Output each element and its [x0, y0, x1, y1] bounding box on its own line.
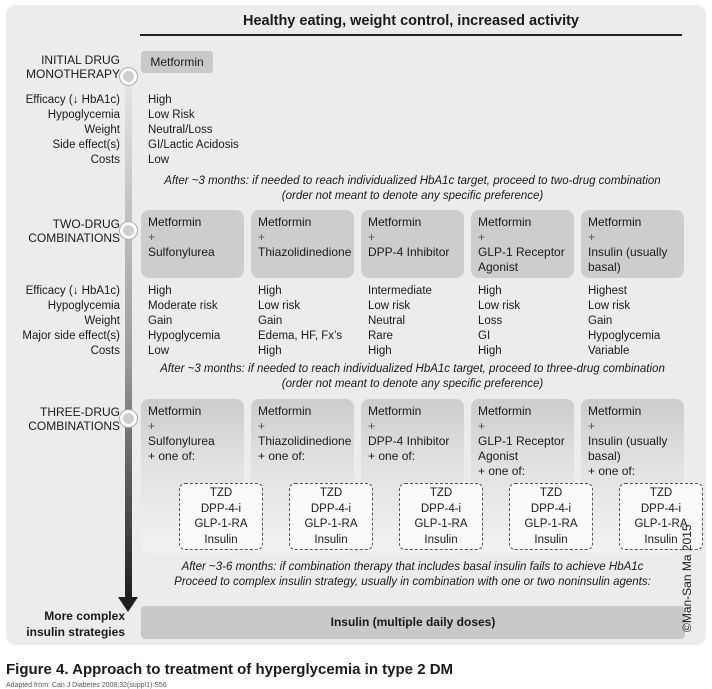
combo-base: Metformin	[148, 215, 202, 229]
option-item: Insulin	[204, 533, 238, 546]
combo-second: Agonist	[478, 260, 519, 274]
row-label: Weight	[84, 124, 120, 136]
two-drug-box-3	[361, 210, 464, 278]
option-item: TZD	[429, 487, 453, 499]
value-cell: Low risk	[588, 300, 631, 312]
combo-second: DPP-4 Inhibitor	[368, 245, 450, 259]
mono-values	[148, 93, 239, 168]
combo-second: GLP-1 Receptor	[478, 245, 565, 259]
row-label: Major side effect(s)	[22, 330, 120, 342]
note-after-three	[140, 560, 685, 590]
combo-base: Metformin	[148, 404, 202, 418]
option-item: Insulin	[534, 533, 568, 546]
combo-second: basal)	[588, 449, 621, 463]
one-of-label: + one of:	[258, 449, 306, 463]
row-label: Hypoglycemia	[47, 109, 120, 121]
one-of-label: + one of:	[478, 464, 526, 478]
combo-plus: +	[148, 230, 156, 244]
mono-drug-box: Metformin	[141, 51, 213, 73]
combo-base: Metformin	[258, 215, 312, 229]
value-cell: Low risk	[258, 300, 301, 312]
header-rule	[140, 34, 682, 36]
value-cell: High	[478, 345, 502, 357]
combo-second: Agonist	[478, 449, 519, 463]
row-label: Weight	[84, 315, 120, 327]
combo-base: Metformin	[478, 215, 532, 229]
stage-label-two: TWO-DRUG COMBINATIONS	[28, 217, 120, 245]
combo-plus: +	[368, 419, 376, 433]
note-line: After ~3 months: if needed to reach individualized HbA1c target, proceed to three-drug combination	[160, 363, 665, 375]
option-item: Insulin	[644, 533, 678, 546]
two-drug-box-4	[471, 210, 574, 278]
option-box-1	[179, 483, 263, 550]
option-item: DPP-4-i	[200, 502, 242, 515]
value-cell: Hypoglycemia	[148, 330, 221, 342]
value-cell: Low	[148, 154, 170, 166]
value-cell: High	[148, 94, 172, 106]
combo-second: basal)	[588, 260, 621, 274]
mono-row-labels	[26, 93, 120, 168]
two-drug-values-3	[368, 284, 432, 359]
combo-plus: +	[478, 419, 486, 433]
row-label: Costs	[90, 154, 120, 166]
timeline-node-mono	[120, 68, 137, 85]
value-cell: Neutral/Loss	[148, 124, 213, 136]
value-cell: High	[368, 345, 392, 357]
two-drug-values-4	[478, 284, 520, 359]
option-item: TZD	[319, 487, 343, 499]
value-cell: Highest	[588, 285, 627, 297]
value-cell: High	[258, 285, 282, 297]
two-drug-values-2	[258, 284, 342, 359]
combo-base: Metformin	[478, 404, 532, 418]
combo-plus: +	[258, 230, 266, 244]
row-label: Efficacy (↓ HbA1c)	[25, 94, 120, 106]
combo-plus: +	[368, 230, 376, 244]
combo-second: DPP-4 Inhibitor	[368, 434, 450, 448]
one-of-label: + one of:	[148, 449, 196, 463]
option-item: GLP-1-RA	[414, 518, 468, 530]
combo-plus: +	[588, 230, 596, 244]
value-cell: Low risk	[478, 300, 521, 312]
value-cell: Gain	[258, 315, 283, 327]
option-item: Insulin	[424, 533, 458, 546]
value-cell: Gain	[588, 315, 613, 327]
note-after-mono	[140, 174, 685, 204]
value-cell: Gain	[148, 315, 173, 327]
figure-title: Figure 4. Approach to treatment of hyperglycemia in type 2 DM	[6, 661, 454, 678]
note-line: (order not meant to denote any specific preference)	[281, 190, 544, 202]
combo-second: Sulfonylurea	[148, 434, 215, 448]
option-item: GLP-1-RA	[524, 518, 578, 530]
timeline-node-two	[120, 222, 137, 239]
two-drug-box-1	[141, 210, 244, 278]
note-line: After ~3 months: if needed to reach individualized HbA1c target, proceed to two-drug combination	[164, 175, 661, 187]
one-of-label: + one of:	[368, 449, 416, 463]
value-cell: Variable	[588, 345, 630, 357]
option-item: DPP-4-i	[420, 502, 462, 515]
value-cell: GI	[478, 330, 491, 342]
combo-base: Metformin	[368, 215, 422, 229]
combo-base: Metformin	[258, 404, 312, 418]
combo-second: Insulin (usually	[588, 245, 668, 259]
value-cell: High	[258, 345, 282, 357]
two-drug-row-labels	[22, 284, 120, 359]
option-item: TZD	[209, 487, 233, 499]
timeline-node-three	[120, 410, 137, 427]
note-after-two	[140, 362, 685, 392]
note-line: (order not meant to denote any specific preference)	[281, 378, 544, 390]
stage-label-mono: INITIAL DRUG MONOTHERAPY	[25, 53, 120, 81]
option-item: TZD	[539, 487, 563, 499]
combo-plus: +	[148, 419, 156, 433]
option-item: GLP-1-RA	[304, 518, 358, 530]
option-item: DPP-4-i	[640, 502, 682, 515]
value-cell: High	[148, 285, 172, 297]
value-cell: Moderate risk	[148, 300, 218, 312]
copyright-text: ©Man-San Ma 2015	[680, 524, 694, 632]
two-drug-box-2	[251, 210, 354, 278]
option-item: DPP-4-i	[310, 502, 352, 515]
row-label: Side effect(s)	[52, 139, 120, 151]
row-label: Efficacy (↓ HbA1c)	[25, 285, 120, 297]
combo-second: Thiazolidinedione	[258, 245, 352, 259]
stage-label-three: THREE-DRUG COMBINATIONS	[28, 405, 120, 433]
value-cell: Loss	[478, 315, 503, 327]
value-cell: Low Risk	[148, 109, 195, 121]
combo-plus: +	[588, 419, 596, 433]
note-line: After ~3-6 months: if combination therapy that includes basal insulin fails to achieve HbA1c	[181, 561, 644, 573]
note-line: Proceed to complex insulin strategy, usually in combination with one or two noninsulin agents:	[174, 576, 651, 588]
value-cell: High	[478, 285, 502, 297]
combo-base: Metformin	[588, 404, 642, 418]
value-cell: Neutral	[368, 315, 406, 327]
option-box-3	[399, 483, 483, 550]
value-cell: Edema, HF, Fx’s	[258, 330, 343, 342]
combo-second: Sulfonylurea	[148, 245, 215, 259]
value-cell: Hypoglycemia	[588, 330, 661, 342]
option-item: DPP-4-i	[530, 502, 572, 515]
option-box-2	[289, 483, 373, 550]
value-cell: Low	[148, 345, 170, 357]
combo-base: Metformin	[588, 215, 642, 229]
timeline-axis	[125, 68, 132, 599]
figure-source: Adapted from: Can J Diabetes 2008;32(suppl1):S56	[6, 682, 167, 689]
combo-second: Thiazolidinedione	[258, 434, 352, 448]
option-item: GLP-1-RA	[634, 518, 688, 530]
final-insulin-bar: Insulin (multiple daily doses)	[141, 606, 685, 639]
header-title: Healthy eating, weight control, increased activity	[242, 13, 579, 29]
two-drug-values-5	[588, 284, 660, 359]
final-stage-label: More complex insulin strategies	[26, 609, 125, 639]
option-box-4	[509, 483, 593, 550]
value-cell: GI/Lactic Acidosis	[148, 139, 239, 151]
combo-base: Metformin	[368, 404, 422, 418]
value-cell: Rare	[368, 330, 393, 342]
combo-second: Insulin (usually	[588, 434, 668, 448]
combo-plus: +	[258, 419, 266, 433]
combo-plus: +	[478, 230, 486, 244]
one-of-label: + one of:	[588, 464, 636, 478]
combo-second: GLP-1 Receptor	[478, 434, 565, 448]
value-cell: Low risk	[368, 300, 411, 312]
option-item: Insulin	[314, 533, 348, 546]
two-drug-box-5	[581, 210, 684, 278]
option-item: TZD	[649, 487, 673, 499]
two-drug-values-1	[148, 284, 220, 359]
option-item: GLP-1-RA	[194, 518, 248, 530]
row-label: Hypoglycemia	[47, 300, 120, 312]
value-cell: Intermediate	[368, 285, 432, 297]
row-label: Costs	[90, 345, 120, 357]
